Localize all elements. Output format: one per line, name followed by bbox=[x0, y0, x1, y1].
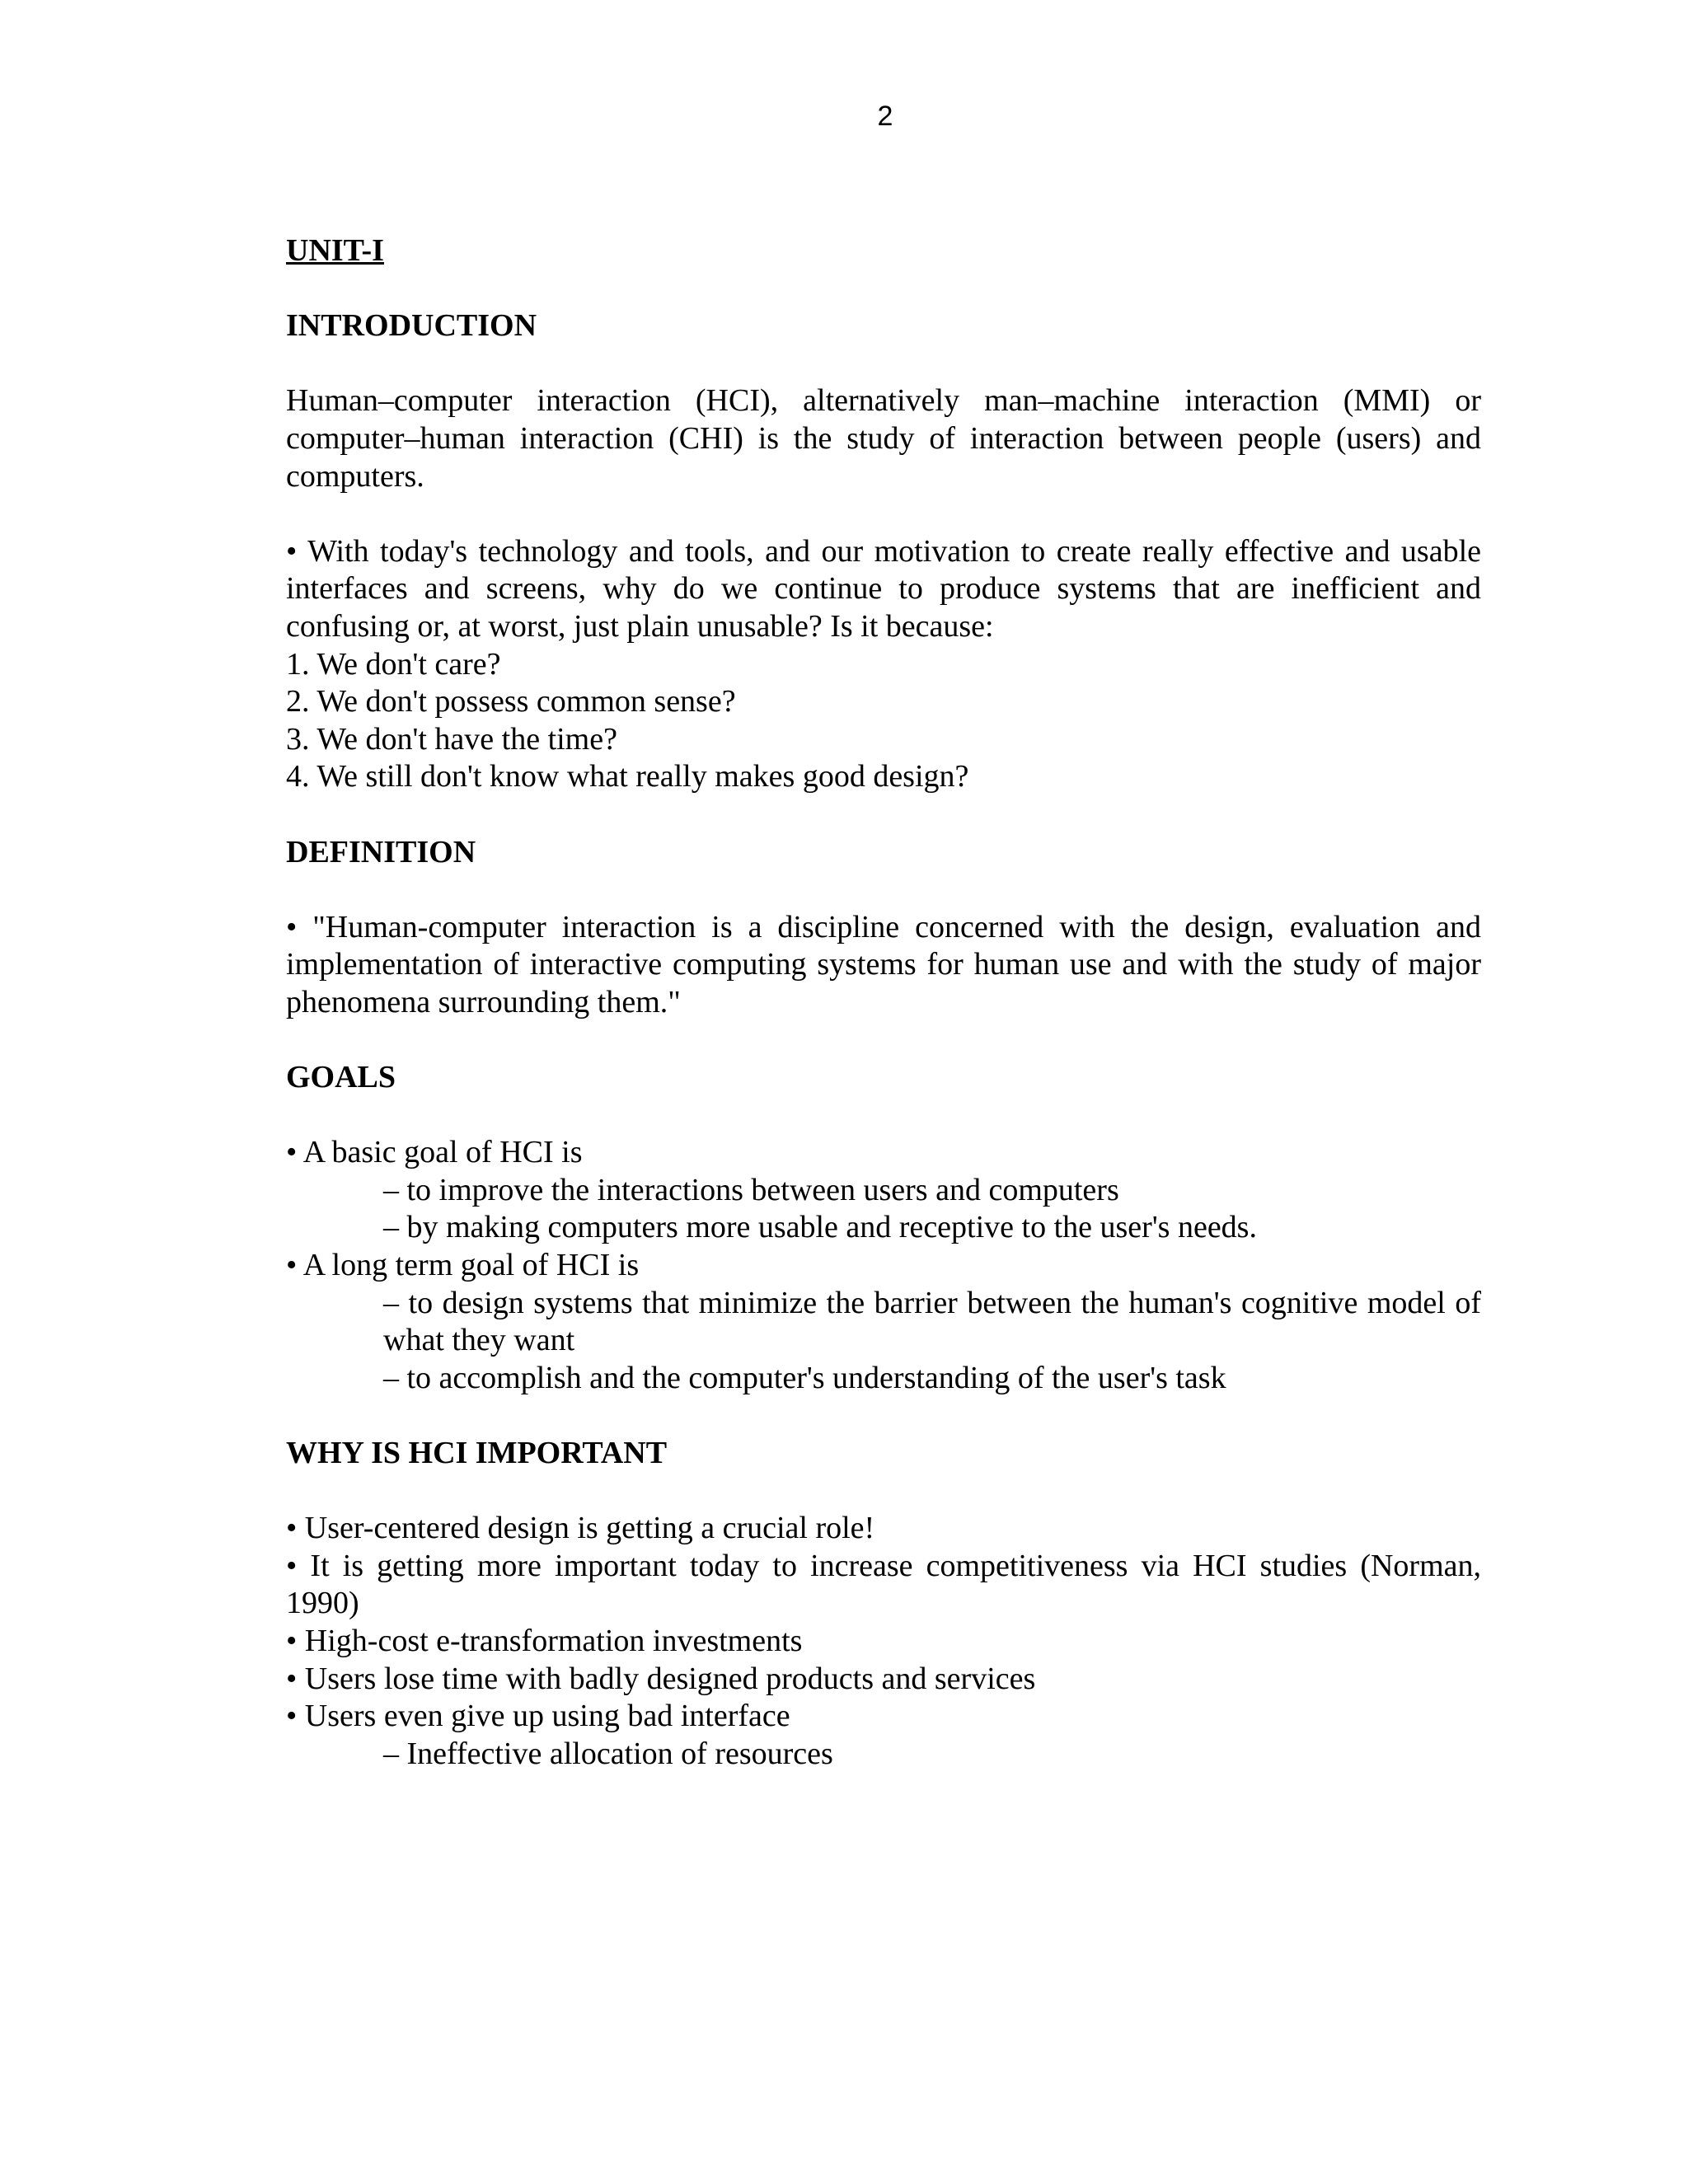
long-term-goal-item: – to accomplish and the computer's understanding of the user's task bbox=[383, 1360, 1226, 1395]
definition-heading: DEFINITION bbox=[286, 834, 476, 869]
page-number: 2 bbox=[877, 101, 893, 132]
definition-text: • "Human-computer interaction is a discipline concerned with the design, evaluation and implementation of interactive computing systems for human use and with the study of major phenomena surrounding them." bbox=[286, 909, 1481, 1019]
importance-item: • Users even give up using bad interface bbox=[286, 1699, 790, 1734]
importance-item: • High-cost e-transformation investments bbox=[286, 1623, 803, 1658]
introduction-paragraph: Human–computer interaction (HCI), alternatively man–machine interaction (MMI) or computer–human interaction (CHI) is the study of interaction between people (users) and computers. bbox=[286, 383, 1481, 494]
question-item: 4. We still don't know what really makes good design? bbox=[286, 759, 969, 794]
introduction-heading: INTRODUCTION bbox=[286, 308, 537, 344]
long-term-goal: • A long term goal of HCI is bbox=[286, 1248, 640, 1283]
long-term-goal-item: – to design systems that minimize the barrier between the human's cognitive model of what they want bbox=[383, 1285, 1481, 1358]
question-item: 1. We don't care? bbox=[286, 646, 501, 682]
question-item: 3. We don't have the time? bbox=[286, 721, 617, 757]
question-item: 2. We don't possess common sense? bbox=[286, 684, 736, 719]
unit-title: UNIT-I bbox=[286, 233, 384, 268]
importance-item: • It is getting more important today to increase competitiveness via HCI studies (Norman, 1990) bbox=[286, 1548, 1481, 1621]
importance-item: • User-centered design is getting a crucial role! bbox=[286, 1511, 875, 1546]
document-body bbox=[286, 232, 1481, 1773]
importance-sub-item: – Ineffective allocation of resources bbox=[383, 1736, 833, 1771]
basic-goal-item: – by making computers more usable and receptive to the user's needs. bbox=[383, 1210, 1257, 1245]
basic-goal-item: – to improve the interactions between users and computers bbox=[383, 1172, 1119, 1207]
goals-heading: GOALS bbox=[286, 1060, 396, 1095]
importance-heading: WHY IS HCI IMPORTANT bbox=[286, 1436, 668, 1470]
introduction-bullet: • With today's technology and tools, and our motivation to create really effective and usable interfaces and screens, why do we continue to produce systems that are inefficient and confusing or, at worst, just plain unusable? Is it because: bbox=[286, 533, 1481, 644]
basic-goal: • A basic goal of HCI is bbox=[286, 1135, 583, 1170]
importance-item: • Users lose time with badly designed products and services bbox=[286, 1661, 1036, 1696]
